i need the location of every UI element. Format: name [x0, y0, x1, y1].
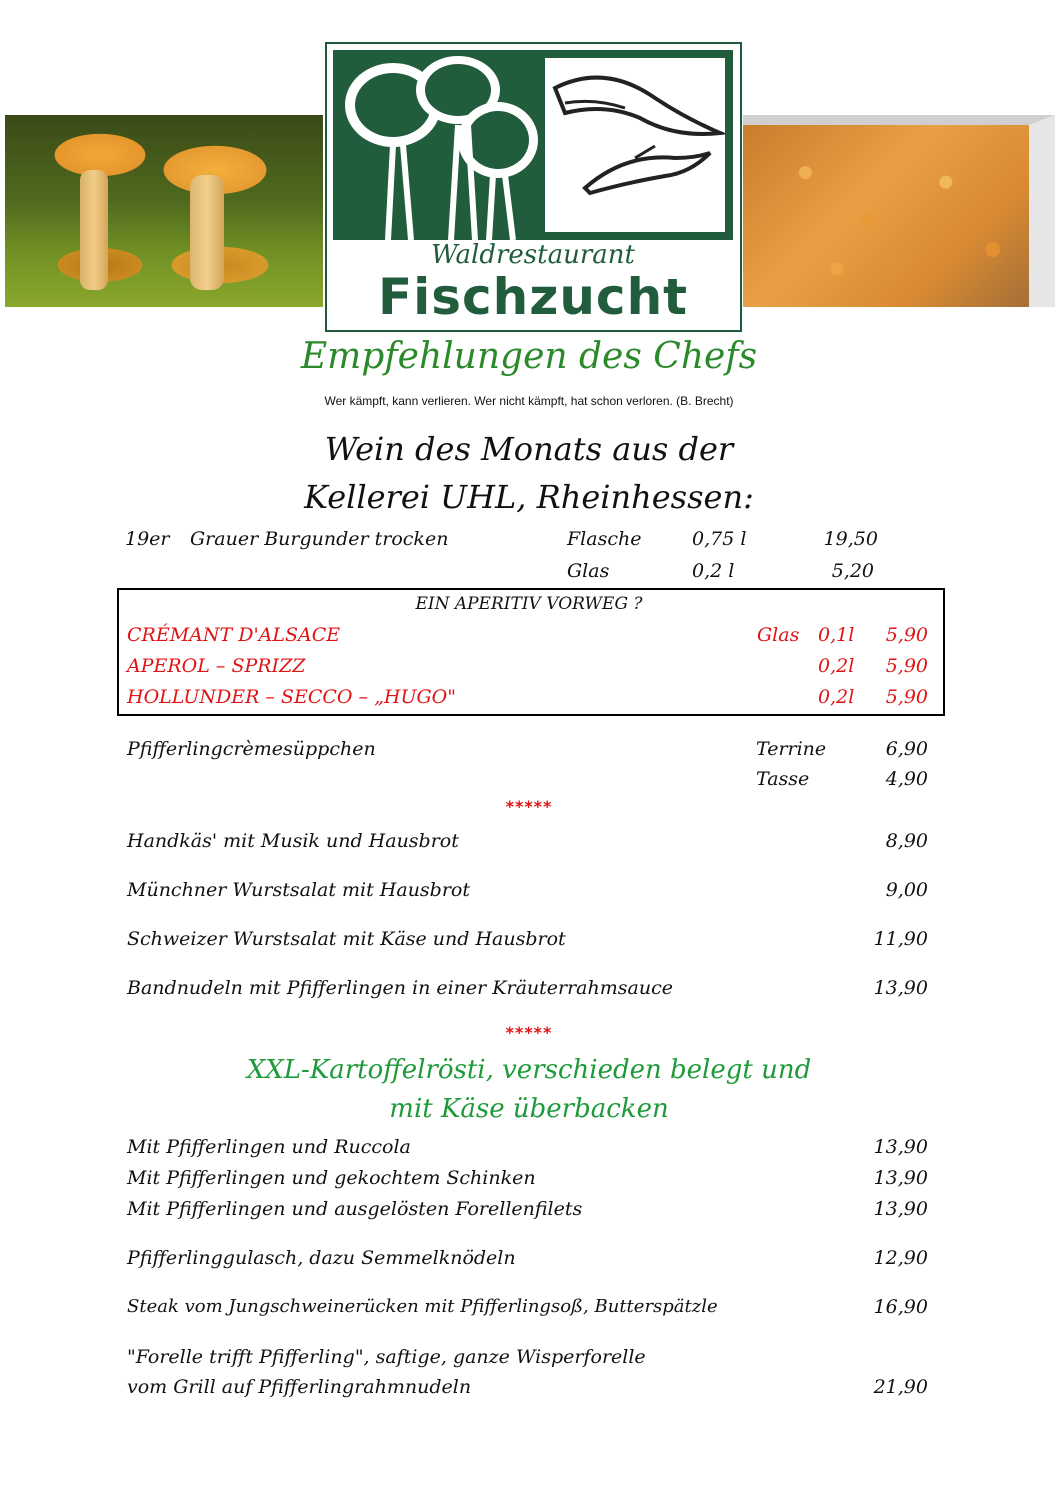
wine-unit: Glas	[567, 560, 610, 582]
mushroom-stem-graphic	[80, 170, 108, 290]
main-dish-name: Pfifferlinggulasch, dazu Semmelknödeln	[127, 1247, 516, 1269]
soup-option-price: 4,90	[885, 768, 928, 790]
trout-dish-price: 21,90	[873, 1376, 928, 1398]
roesti-item-name: Mit Pfifferlingen und ausgelösten Forellenfilets	[127, 1198, 583, 1220]
fish-icon	[545, 58, 725, 232]
roesti-item-price: 13,90	[873, 1198, 928, 1220]
roesti-item-name: Mit Pfifferlingen und Ruccola	[127, 1136, 411, 1158]
aperitif-item-name: CRÉMANT D'ALSACE	[127, 624, 341, 646]
dish-price: 8,90	[885, 830, 928, 852]
wine-vintage: 19er	[125, 528, 170, 550]
aperitif-heading: EIN APERITIV VORWEG ?	[415, 594, 643, 614]
main-dish-name: Steak vom Jungschweinerücken mit Pfifferlingsoß, Butterspätzle	[127, 1296, 718, 1317]
roesti-heading-line2: mit Käse überbacken	[389, 1094, 669, 1124]
main-dish-price: 12,90	[873, 1247, 928, 1269]
aperitif-item-unit: Glas	[757, 624, 800, 646]
soup-option-price: 6,90	[885, 738, 928, 760]
dish-price: 11,90	[873, 928, 928, 950]
logo-name: Fischzucht	[377, 268, 689, 326]
soup-option-unit: Tasse	[756, 768, 810, 790]
dish-price: 13,90	[873, 977, 928, 999]
separator-stars: *****	[505, 1023, 553, 1042]
main-dish-price: 16,90	[873, 1296, 928, 1318]
roesti-item-price: 13,90	[873, 1167, 928, 1189]
trout-dish-line2: vom Grill auf Pfifferlingrahmnudeln	[127, 1376, 472, 1398]
roesti-item-price: 13,90	[873, 1136, 928, 1158]
roesti-item-name: Mit Pfifferlingen und gekochtem Schinken	[127, 1167, 536, 1189]
dish-name: Münchner Wurstsalat mit Hausbrot	[127, 879, 471, 901]
aperitif-item-price: 5,90	[885, 655, 928, 677]
page-title: Empfehlungen des Chefs	[300, 336, 758, 377]
quote: Wer kämpft, kann verlieren. Wer nicht kämpft, hat schon verloren. (B. Brecht)	[324, 394, 734, 408]
wine-heading-line1: Wein des Monats aus der	[324, 430, 734, 468]
mushroom-stem-graphic	[190, 175, 224, 290]
wine-unit: Flasche	[567, 528, 642, 550]
aperitif-item-name: APEROL – SPRIZZ	[127, 655, 306, 677]
soup-option-unit: Terrine	[756, 738, 827, 760]
wine-price: 5,20	[831, 560, 874, 582]
aperitif-item-price: 5,90	[885, 624, 928, 646]
logo-fish-panel	[545, 58, 725, 232]
aperitif-item-size: 0,1l	[818, 624, 855, 646]
dish-price: 9,00	[885, 879, 928, 901]
trout-dish-line1: "Forelle trifft Pfifferling", saftige, ganze Wisperforelle	[127, 1346, 646, 1368]
roesti-heading-line1: XXL-Kartoffelrösti, verschieden belegt und	[246, 1055, 812, 1085]
soup-name: Pfifferlingcrèmesüppchen	[127, 738, 376, 760]
wine-price: 19,50	[823, 528, 878, 550]
wine-size: 0,2 l	[692, 560, 735, 582]
wine-name: Grauer Burgunder trocken	[190, 528, 449, 550]
tray-edge-graphic	[743, 115, 1055, 307]
separator-stars: *****	[505, 797, 553, 816]
wine-heading-line2: Kellerei UHL, Rheinhessen:	[304, 478, 754, 516]
wine-size: 0,75 l	[692, 528, 747, 550]
dish-name: Bandnudeln mit Pfifferlingen in einer Kräuterrahmsauce	[127, 977, 673, 999]
aperitif-item-size: 0,2l	[818, 686, 855, 708]
chanterelle-photo-left	[5, 115, 323, 307]
logo-subtitle: Waldrestaurant	[431, 240, 635, 270]
aperitif-item-size: 0,2l	[818, 655, 855, 677]
dish-name: Schweizer Wurstsalat mit Käse und Hausbrot	[127, 928, 566, 950]
aperitif-item-price: 5,90	[885, 686, 928, 708]
dish-name: Handkäs' mit Musik und Hausbrot	[127, 830, 459, 852]
aperitif-item-name: HOLLUNDER – SECCO – „HUGO"	[127, 686, 457, 708]
